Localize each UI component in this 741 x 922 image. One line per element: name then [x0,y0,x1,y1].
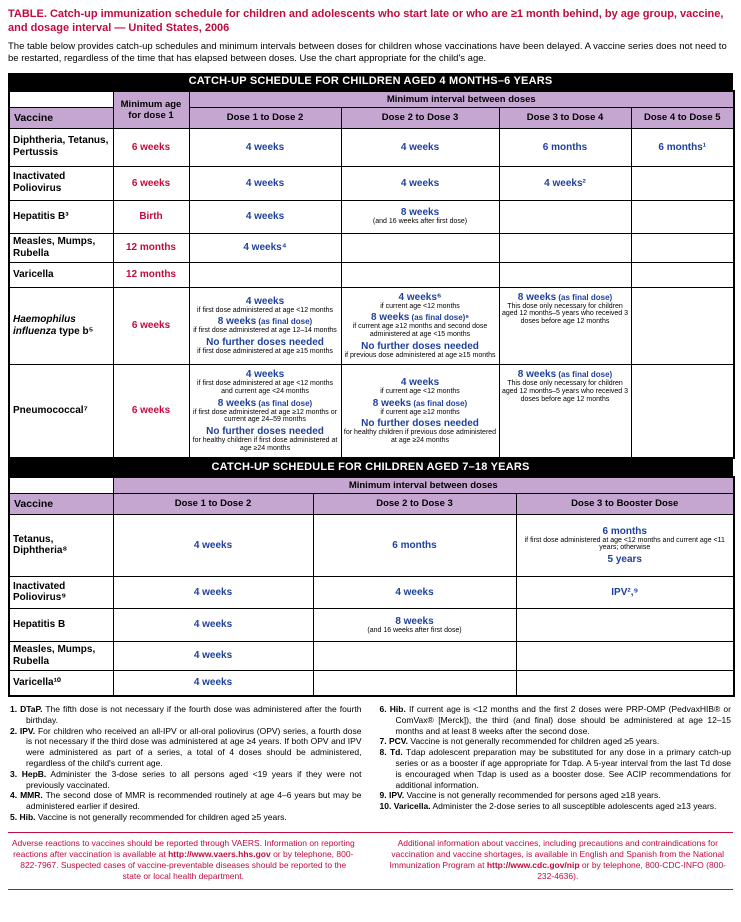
interval-value: 8 weeks (as final dose) [517,368,613,380]
section2-header-label: CATCH-UP SCHEDULE FOR CHILDREN AGED 7–18 YEARS [211,460,530,473]
notice-text: or by telephone, 800-822-7967. Suspected cases of vaccine-preventable diseases should be reported to the state or local health department. [20,848,354,882]
footnote-lead: PCV. [388,736,409,747]
footnote-1 [10,704,362,726]
interval-value: 6 months [602,525,647,537]
interval-value: 4 weeks [245,295,285,307]
footnote-text: Administer the 3-dose series to all persons aged <19 years if they were not previously vaccinated. [26,768,362,790]
min-age-value: 6 weeks [113,166,189,200]
footnote-4 [10,790,362,812]
row-hib [9,287,734,364]
footnote-text: Vaccine is not generally recommended for persons aged ≥18 years. [406,790,661,801]
col-header-dose3-4: Dose 3 to Dose 4 [499,107,631,128]
interval-d12: 4 weeks [113,670,313,696]
interval-booster: IPV²,⁹ [516,576,734,608]
interval-condition: if first dose administered at age 12–14 months [193,327,337,335]
interval-entry [344,312,497,339]
interval-value: 8 weeks (as final dose) [517,291,613,303]
catchup-table-4mo-6yr [8,90,735,459]
interval-condition: for healthy children if first dose administered at age ≥24 months [192,437,338,453]
interval-condition: if previous dose administered at age ≥15 months [344,352,496,360]
empty-cell [313,670,516,696]
interval-value: 4 weeks [400,376,440,388]
footnote-number: 5. [10,811,18,822]
footnote-number: 8. [379,747,387,758]
empty-cell [631,262,734,287]
interval-d34 [499,364,631,457]
interval-booster [516,514,734,576]
interval-entry [502,292,629,326]
cdc-nip-link[interactable]: http://www.cdc.gov/nip [486,860,580,871]
header-row-1 [9,477,734,494]
interval-entry [192,316,339,335]
row-ipv [9,166,734,200]
footnote-lead: Td. [389,747,403,758]
interval-d12: 4 weeks [113,641,313,670]
interval-condition: if current age ≥12 months [380,408,460,416]
vaers-link[interactable]: http://www.vaers.hhs.gov [168,848,271,859]
col-header-vaccine: Vaccine [9,107,113,128]
vaccine-name: Pneumococcal⁷ [9,364,113,457]
footnote-6 [380,704,732,736]
footnote-lead: IPV. [388,790,405,801]
vaccine-name: Measles, Mumps, Rubella [9,233,113,262]
vaccine-name: Tetanus, Diphtheria⁸ [9,514,113,576]
footnote-9 [380,790,732,801]
min-age-value: 12 months [113,262,189,287]
row-ipv [9,576,734,608]
footnote-text: Vaccine is not generally recommended for children aged ≥5 years. [410,736,660,747]
footnote-number: 7. [379,736,387,747]
table-description: The table below provides catch-up schedules and minimum intervals between doses for children whose vaccinations have been delayed. A vaccine series does not need to be restarted, regardless of the time that has elapsed between doses. Use the chart appropriate for the child's age. [8,40,727,65]
vaccine-name: Inactivated Poliovirus [9,166,113,200]
notice-text: Adverse reactions to vaccines should be reported through VAERS. Information on reporting reactions after vaccination is available at [11,837,355,859]
interval-condition: for healthy children if previous dose administered at age ≥24 months [343,429,497,445]
interval-condition: (and 16 weeks after first dose) [367,626,462,634]
interval-value: 8 weeks (as final dose) [217,316,313,328]
interval-d12: 4 weeks [189,128,341,166]
footnote-number: 2. [10,725,18,736]
interval-d23 [341,287,499,364]
min-age-value: 6 weeks [113,287,189,364]
interval-entry [192,337,339,356]
interval-qualifier: (as final dose) [411,398,468,408]
empty-cell [516,608,734,641]
notice-text: Additional information about vaccines, including precautions and contraindications for vaccination and vaccine shortages, is available in English and Spanish from the National Immunization Program at [389,837,725,871]
footnote-text: Tdap adolescent preparation may be substituted for any dose in a primary catch-up series or as a booster if age appropriate for Tdap. A 5-year interval from the last Td dose is encouraged when Tdap is used as a booster dose. See ACIP recommendations for additional information. [395,747,731,790]
footnote-number: 4. [10,790,18,801]
interval-value: 4 weeks [245,368,285,380]
row-varicella [9,262,734,287]
interval-value: 5 years [607,554,642,566]
footnote-number: 1. [10,704,18,715]
footnote-text: If current age is <12 months and the first 2 doses were PRP-OMP (PedvaxHIB® or ComVax® [Merck]), the third (and final) dose should be administered at age 12–15 months and at least 8 weeks after the second dose. [395,704,731,736]
col-header-interval-group: Minimum interval between doses [113,477,734,494]
interval-condition: This dose only necessary for children aged 12 months–5 years who received 3 doses before age 12 months [501,302,629,326]
interval-qualifier: (as final dose) [556,369,613,379]
interval-entry [344,377,497,396]
empty-cell [499,262,631,287]
empty-cell [516,670,734,696]
interval-d12 [189,364,341,457]
interval-value: 8 weeks (as final dose) [372,397,468,409]
empty-cell [341,233,499,262]
col-header-dose1-2: Dose 1 to Dose 2 [189,107,341,128]
interval-qualifier: (as final dose) [256,317,313,327]
empty-cell [313,641,516,670]
footnote-10 [380,801,732,812]
row-dtp [9,128,734,166]
vaccine-name: Varicella¹⁰ [9,670,113,696]
footnote-8 [380,747,732,790]
catchup-table-7-18yr [8,476,735,697]
footnote-3 [10,769,362,791]
empty-cell [499,200,631,233]
interval-condition: if first dose administered at age <12 months and current age <11 years; otherwise [524,536,725,552]
interval-entry [519,554,732,565]
header-blank-cell [9,477,113,494]
interval-condition: This dose only necessary for children aged 12 months–5 years who received 3 doses before age 12 months [501,379,629,403]
footnote-text: The fifth dose is not necessary if the fourth dose was administered after the fourth birthday. [26,704,362,725]
footnote-number: 10. [379,801,392,812]
vaccine-name: Measles, Mumps, Rubella [9,641,113,670]
interval-condition: if first dose administered at age ≥12 months or current age 24–59 months [193,408,337,424]
header-blank-cell [9,91,113,108]
footnotes-right-column [380,704,732,823]
empty-cell [189,262,341,287]
col-header-dose2-3: Dose 2 to Dose 3 [341,107,499,128]
min-age-value: 6 weeks [113,128,189,166]
interval-entry [344,292,497,311]
interval-entry [519,526,732,553]
notice-text: or by telephone, 800-CDC-INFO (800-232-4636). [537,860,726,882]
interval-d23: 4 weeks [313,576,516,608]
interval-entry [502,369,629,403]
col-header-vaccine: Vaccine [9,493,113,514]
interval-d12: 4 weeks [189,166,341,200]
empty-cell [631,287,734,364]
col-header-dose3-booster: Dose 3 to Booster Dose [516,493,734,514]
row-pneumococcal [9,364,734,457]
empty-cell [631,166,734,200]
interval-value: 8 weeks [400,207,440,219]
section1-header-label: CATCH-UP SCHEDULE FOR CHILDREN AGED 4 MONTHS–6 YEARS [188,74,553,87]
interval-condition: if first dose administered at age ≥15 months [197,348,333,356]
vaccine-name: Diphtheria, Tetanus, Pertussis [9,128,113,166]
footnote-5 [10,812,362,823]
interval-d12 [189,287,341,364]
vaccine-name: Inactivated Poliovirus⁹ [9,576,113,608]
footnote-text: The second dose of MMR is recommended routinely at age 4–6 years but may be administered earlier if desired. [26,790,362,812]
section2-header-bar [8,459,733,476]
footnote-number: 3. [10,768,18,779]
interval-value: No further doses needed [206,337,324,349]
interval-entry [344,207,497,226]
col-header-dose1-2: Dose 1 to Dose 2 [113,493,313,514]
interval-d23: 4 weeks [341,128,499,166]
section1-header-bar [8,73,733,90]
empty-cell [516,641,734,670]
row-mmr [9,641,734,670]
row-varicella [9,670,734,696]
vaccine-name: Varicella [9,262,113,287]
min-age-value: Birth [113,200,189,233]
footnote-lead: Hib. [389,704,406,715]
footnote-number: 9. [379,790,387,801]
vaccine-name: Hepatitis B [9,608,113,641]
interval-condition: if current age <12 months [380,387,460,395]
interval-qualifier: (as final dose) [256,398,313,408]
footnote-lead: MMR. [20,790,43,801]
interval-d23 [341,200,499,233]
interval-value: 8 weeks (as final dose)⁶ [370,312,470,324]
footnotes-section [10,704,731,823]
empty-cell [631,200,734,233]
interval-entry [344,341,497,360]
interval-value: No further doses needed [206,426,324,438]
footnote-text: Administer the 2-dose series to all susceptible adolescents aged ≥13 years. [432,801,717,812]
vaccine-name-italic: Haemophilus influenza [13,314,76,337]
interval-entry [192,426,339,453]
interval-d23 [341,364,499,457]
footnote-lead: HepB. [21,768,47,779]
footnote-lead: DTaP. [20,704,43,715]
interval-condition: (and 16 weeks after first dose) [372,218,468,226]
interval-value: No further doses needed [361,341,479,353]
empty-cell [341,262,499,287]
interval-entry [192,296,339,315]
col-header-interval-group: Minimum interval between doses [189,91,734,108]
interval-d23 [313,608,516,641]
footnote-lead: IPV. [19,725,36,736]
interval-value: 8 weeks (as final dose) [217,397,313,409]
vaccine-name [9,287,113,364]
footnote-number: 6. [379,704,387,715]
row-hepb [9,608,734,641]
footnote-text: Vaccine is not generally recommended for children aged ≥5 years. [37,811,287,822]
interval-d34: 4 weeks² [499,166,631,200]
interval-d45: 6 months¹ [631,128,734,166]
min-age-value: 6 weeks [113,364,189,457]
interval-entry [344,418,497,445]
interval-value: 8 weeks [395,615,434,627]
interval-qualifier: (as final dose) [556,292,613,302]
interval-condition: if current age <12 months [380,302,460,310]
interval-condition: if first dose administered at age <12 months [197,306,333,314]
bottom-notices [8,832,733,890]
interval-value: 4 weeks⁶ [398,291,442,303]
interval-condition: if first dose administered at age <12 months and current age <24 months [197,379,333,395]
col-header-dose4-5: Dose 4 to Dose 5 [631,107,734,128]
interval-condition: if current age ≥12 months and second dose administered at age <15 months [352,323,488,339]
header-row-1 [9,91,734,108]
interval-d12: 4 weeks [113,576,313,608]
interval-d23: 6 months [313,514,516,576]
interval-entry [344,398,497,417]
interval-qualifier: (as final dose)⁶ [409,313,470,323]
interval-d23: 4 weeks [341,166,499,200]
header-row-2 [9,493,734,514]
empty-cell [631,364,734,457]
interval-d12: 4 weeks [189,200,341,233]
row-td [9,514,734,576]
col-header-min-age: Minimum age for dose 1 [113,91,189,129]
interval-d34: 6 months [499,128,631,166]
footnotes-left-column [10,704,362,823]
col-header-dose2-3: Dose 2 to Dose 3 [313,493,516,514]
footnote-lead: Hib. [19,811,36,822]
interval-d34 [499,287,631,364]
footnote-text: For children who received an all-IPV or all-oral poliovirus (OPV) series, a fourth dose is not necessary if the third dose was administered at age ≥4 years. If both OPV and IPV were administered as part of a series, a total of 4 doses should be administered, regardless of the child's current age. [26,725,362,768]
vaccine-name-rest: type b⁵ [56,325,94,337]
row-hepb [9,200,734,233]
empty-cell [499,233,631,262]
empty-cell [631,233,734,262]
interval-value: No further doses needed [361,418,479,430]
interval-entry [192,398,339,425]
page-title: TABLE. Catch-up immunization schedule for children and adolescents who start late or who are ≥1 month behind, by age group, vaccine, and dosage interval — United States, 2006 [8,8,724,35]
footnote-7 [380,736,732,747]
interval-d12: 4 weeks⁴ [189,233,341,262]
nip-notice [385,838,732,883]
footnote-lead: Varicella. [393,801,431,812]
row-mmr [9,233,734,262]
min-age-value: 12 months [113,233,189,262]
interval-d12: 4 weeks [113,608,313,641]
interval-entry [192,369,339,396]
vaccine-name: Hepatitis B³ [9,200,113,233]
footnote-2 [10,726,362,769]
vaers-notice [10,838,357,883]
interval-d12: 4 weeks [113,514,313,576]
interval-entry [316,616,514,635]
